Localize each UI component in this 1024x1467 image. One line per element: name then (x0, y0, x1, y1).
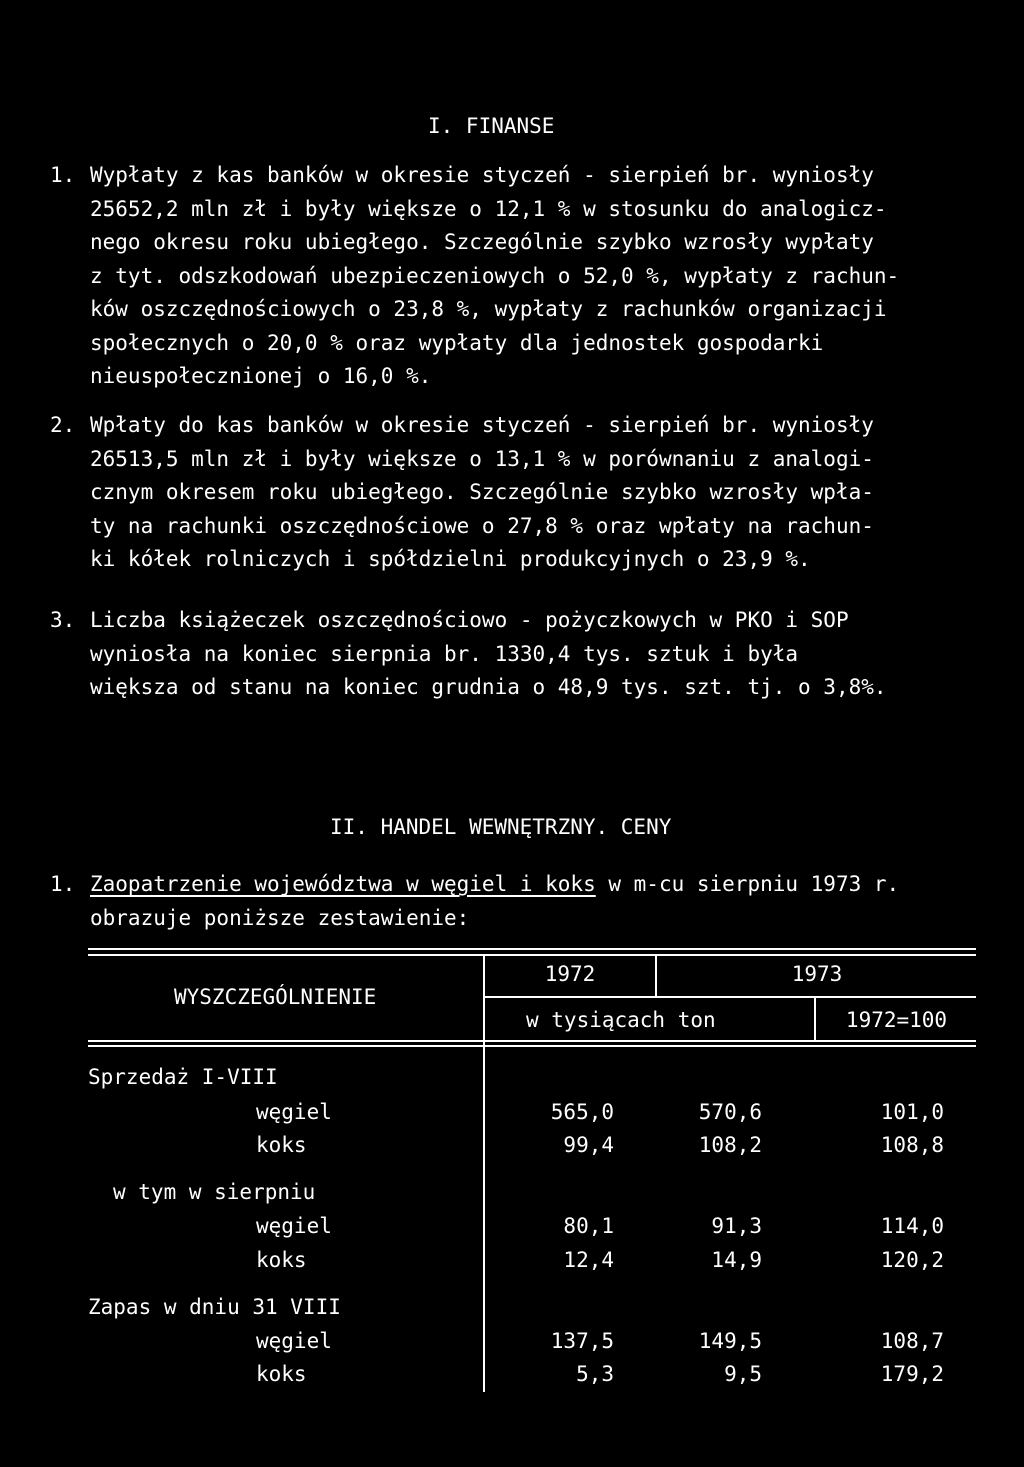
text-line: społecznych o 20,0 % oraz wypłaty dla jednostek gospodarki (90, 330, 824, 355)
header-index: 1972=100 (845, 1008, 948, 1032)
text-line: Wpłaty do kas banków w okresie styczeń - sierpień br. wyniosły (90, 413, 874, 437)
section-2-title: II. HANDEL WEWNĘTRZNY. CENY (330, 815, 672, 839)
cell-index: 108,8 (880, 1133, 944, 1157)
group-label: Sprzedaż I-VIII (88, 1065, 278, 1089)
header-year-1972: 1972 (544, 962, 596, 986)
cell-1973: 149,5 (698, 1329, 762, 1353)
text-line (90, 868, 990, 902)
text-line: nieuspołecznionej o 16,0 %. (90, 364, 432, 388)
item-2-number: 2. (50, 413, 76, 437)
group-label: w tym w sierpniu (113, 1180, 316, 1204)
cell-1972: 99,4 (563, 1133, 614, 1157)
header-unit: w tysiącach ton (526, 1008, 716, 1032)
cell-1973: 9,5 (724, 1362, 762, 1386)
table-column-rule (483, 954, 485, 1392)
item-3-paragraph (90, 604, 990, 705)
text-line: 26513,5 mln zł i były większe o 13,1 % w porównaniu z analogi- (90, 446, 874, 471)
row-name: węgiel (256, 1329, 332, 1353)
cell-1973: 108,2 (698, 1133, 762, 1157)
row-name: węgiel (256, 1100, 332, 1124)
cell-1972: 137,5 (550, 1329, 614, 1353)
table-column-rule (655, 954, 657, 998)
cell-index: 120,2 (880, 1248, 944, 1272)
cell-index: 101,0 (880, 1100, 944, 1124)
row-name: węgiel (256, 1214, 332, 1238)
underlined-subject: Zaopatrzenie województwa w węgiel i koks (90, 872, 596, 896)
table-header-divider (484, 996, 976, 998)
text-line: Liczba książeczek oszczędnościowo - pożyczkowych w PKO i SOP (90, 608, 849, 632)
header-label: WYSZCZEGÓLNIENIE (174, 985, 377, 1009)
row-name: koks (256, 1248, 307, 1272)
cell-index: 114,0 (880, 1214, 944, 1238)
cell-1972: 5,3 (576, 1362, 614, 1386)
item-1-number: 1. (50, 163, 76, 187)
text-rest: w m-cu sierpniu 1973 r. (595, 872, 900, 896)
s2-item-1-paragraph (90, 868, 990, 935)
text-line: Wypłaty z kas banków w okresie styczeń - sierpień br. wyniosły (90, 163, 874, 187)
item-1-paragraph (90, 159, 990, 394)
cell-1972: 12,4 (563, 1248, 614, 1272)
s2-item-1-number: 1. (50, 872, 76, 896)
cell-1972: 80,1 (563, 1214, 614, 1238)
cell-index: 108,7 (880, 1329, 944, 1353)
text-line: obrazuje poniższe zestawienie: (90, 905, 470, 930)
text-line: wyniosła na koniec sierpnia br. 1330,4 tys. sztuk i była (90, 641, 799, 666)
cell-1973: 570,6 (698, 1100, 762, 1124)
text-line: ków oszczędnościowych o 23,8 %, wypłaty z rachunków organizacji (90, 297, 887, 321)
text-line: 25652,2 mln zł i były większe o 12,1 % w stosunku do analogicz- (90, 196, 887, 221)
header-year-1973: 1973 (791, 962, 843, 986)
text-line: cznym okresem roku ubiegłego. Szczególnie szybko wzrosły wpła- (90, 480, 874, 504)
item-3-number: 3. (50, 608, 76, 632)
table-column-rule (814, 998, 816, 1042)
item-2-paragraph (90, 409, 990, 577)
text-line: ty na rachunki oszczędnościowe o 27,8 % oraz wpłaty na rachun- (90, 513, 874, 538)
text-line: z tyt. odszkodowań ubezpieczeniowych o 52,0 %, wypłaty z rachun- (90, 263, 900, 288)
row-name: koks (256, 1133, 307, 1157)
section-1-title: I. FINANSE (428, 114, 555, 138)
cell-1973: 14,9 (711, 1248, 762, 1272)
table-top-rule (88, 954, 976, 956)
group-label: Zapas w dniu 31 VIII (88, 1295, 341, 1319)
table-header-bottom-rule (88, 1045, 976, 1047)
table-top-rule (88, 948, 976, 950)
cell-index: 179,2 (880, 1362, 944, 1386)
cell-1972: 565,0 (550, 1100, 614, 1124)
table-header-bottom-rule (88, 1040, 976, 1042)
cell-1973: 91,3 (711, 1214, 762, 1238)
text-line: nego okresu roku ubiegłego. Szczególnie szybko wzrosły wypłaty (90, 230, 874, 254)
text-line: ki kółek rolniczych i spółdzielni produkcyjnych o 23,9 %. (90, 547, 811, 571)
text-line: większa od stanu na koniec grudnia o 48,9 tys. szt. tj. o 3,8%. (90, 675, 887, 699)
row-name: koks (256, 1362, 307, 1386)
